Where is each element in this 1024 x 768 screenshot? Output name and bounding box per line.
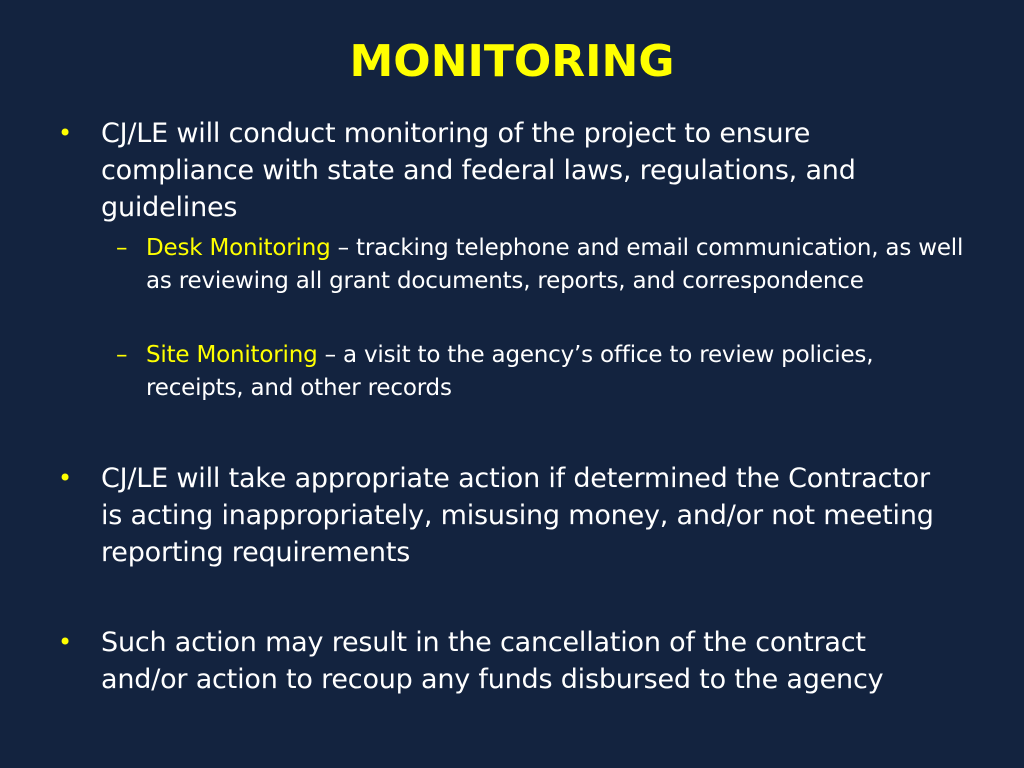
dash-icon: – [116, 235, 128, 261]
sub-bullet-description: – tracking telephone and email communication, as well as reviewing all grant documents, reports, and correspondence [146, 235, 964, 294]
sub-bullet-term: Site Monitoring [146, 342, 318, 368]
bullet-icon: • [58, 464, 72, 492]
bullet-icon: • [58, 119, 72, 147]
bullet-item [58, 115, 958, 226]
sub-bullet-item [116, 339, 966, 405]
slide-title: MONITORING [349, 36, 675, 87]
dash-icon: – [116, 342, 128, 368]
bullet-text: Such action may result in the cancellation of the contract and/or action to recoup any funds disbursed to the agency [101, 627, 884, 695]
bullet-item [58, 624, 958, 698]
sub-bullet-item [116, 232, 966, 298]
sub-bullet-term: Desk Monitoring [146, 235, 331, 261]
sub-bullet-text [146, 232, 966, 298]
bullet-text: CJ/LE will conduct monitoring of the project to ensure compliance with state and federal laws, regulations, and guidelines [101, 118, 856, 223]
bullet-item [58, 460, 958, 571]
bullet-icon: • [58, 628, 72, 656]
bullet-text: CJ/LE will take appropriate action if determined the Contractor is acting inappropriately, misusing money, and/or not meeting reporting requirements [101, 463, 934, 568]
sub-bullet-text [146, 339, 966, 405]
sub-bullet-description: – a visit to the agency’s office to review policies, receipts, and other records [146, 342, 874, 401]
